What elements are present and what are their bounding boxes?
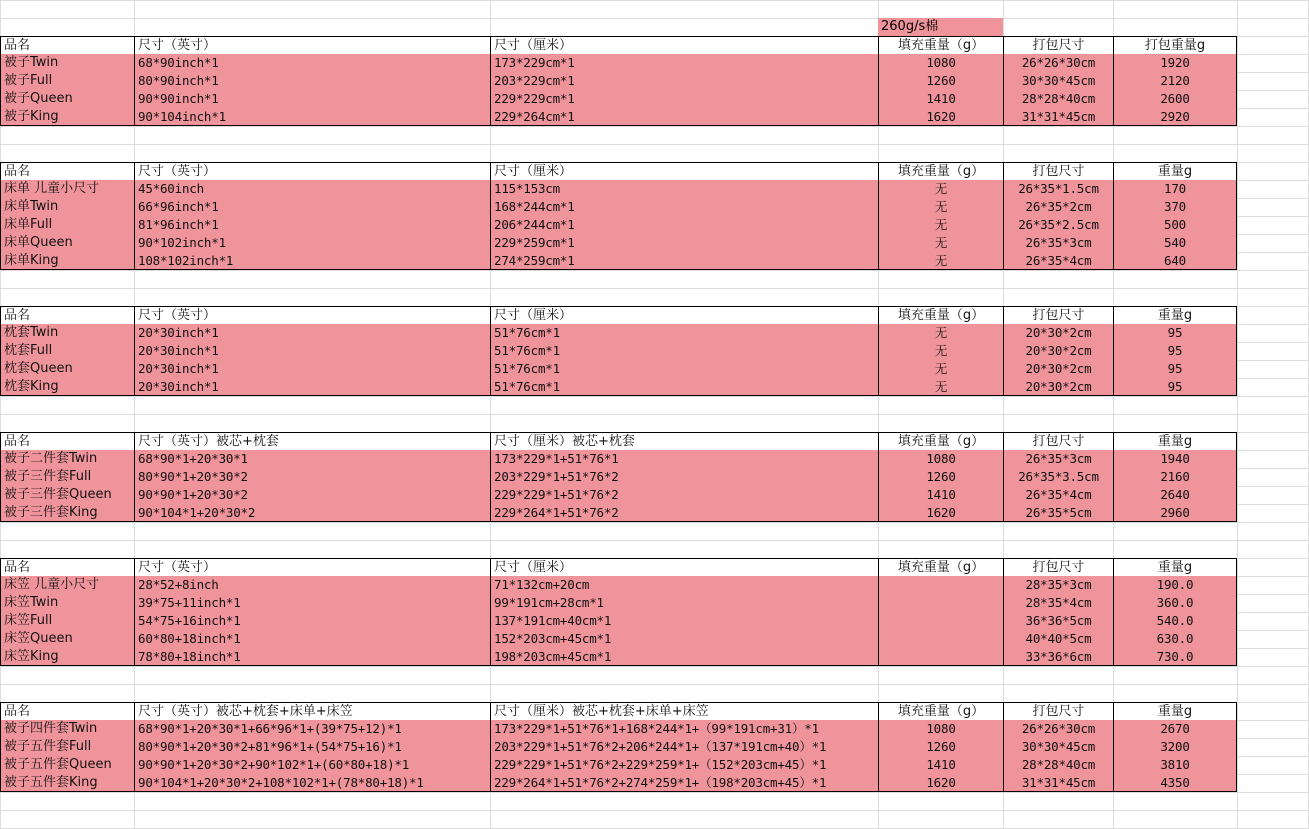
header-cell[interactable]: 品名 (0, 36, 134, 54)
table-cell[interactable]: 4350 (1113, 774, 1237, 792)
header-cell[interactable]: 尺寸（厘米） (490, 558, 878, 576)
table-cell[interactable]: 30*30*45cm (1003, 72, 1113, 90)
grid-row-line (0, 522, 1309, 523)
table-cell[interactable]: 20*30*2cm (1003, 360, 1113, 378)
table-cell[interactable]: 170 (1113, 180, 1237, 198)
table-cell[interactable]: 68*90*1+20*30*1 (134, 450, 490, 468)
table-cell[interactable]: 被子五件套Full (0, 738, 134, 756)
table-cell[interactable]: 540.0 (1113, 612, 1237, 630)
table-cell[interactable]: 173*229*1+51*76*1 (490, 450, 878, 468)
table-cell[interactable]: 枕套King (0, 378, 134, 396)
table-cell[interactable] (878, 648, 1003, 666)
table-cell[interactable]: 78*80+18inch*1 (134, 648, 490, 666)
table-cell[interactable]: 被子二件套Twin (0, 450, 134, 468)
header-cell[interactable]: 填充重量（g） (878, 36, 1003, 54)
header-cell[interactable]: 尺寸（英寸） (134, 558, 490, 576)
grid-row-line (0, 0, 1309, 1)
table-cell[interactable]: 26*26*30cm (1003, 54, 1113, 72)
table-cell[interactable]: 2670 (1113, 720, 1237, 738)
header-cell[interactable]: 打包尺寸 (1003, 306, 1113, 324)
header-cell[interactable]: 尺寸（厘米）被芯+枕套+床单+床笠 (490, 702, 878, 720)
table-cell[interactable] (878, 630, 1003, 648)
table-cell[interactable]: 33*36*6cm (1003, 648, 1113, 666)
table-cell[interactable]: 20*30*2cm (1003, 342, 1113, 360)
table-cell[interactable]: 床笠 儿童小尺寸 (0, 576, 134, 594)
table-cell[interactable]: 190.0 (1113, 576, 1237, 594)
table-cell[interactable]: 1620 (878, 504, 1003, 522)
table-cell[interactable]: 640 (1113, 252, 1237, 270)
table-cell[interactable]: 95 (1113, 360, 1237, 378)
table-cell[interactable]: 26*35*4cm (1003, 486, 1113, 504)
table-cell[interactable]: 80*90*1+20*30*2 (134, 468, 490, 486)
table-cell[interactable]: 80*90inch*1 (134, 72, 490, 90)
table-cell[interactable]: 被子三件套Full (0, 468, 134, 486)
table-cell[interactable]: 66*96inch*1 (134, 198, 490, 216)
table-cell[interactable]: 60*80+18inch*1 (134, 630, 490, 648)
table-cell[interactable]: 1080 (878, 450, 1003, 468)
table-cell[interactable]: 68*90inch*1 (134, 54, 490, 72)
table-cell[interactable]: 51*76cm*1 (490, 378, 878, 396)
header-cell[interactable]: 尺寸（厘米） (490, 306, 878, 324)
header-cell[interactable]: 尺寸（厘米） (490, 36, 878, 54)
table-cell[interactable]: 1260 (878, 738, 1003, 756)
table-cell[interactable]: 203*229*1+51*76*2 (490, 468, 878, 486)
table-cell[interactable]: 被子Full (0, 72, 134, 90)
table-cell[interactable]: 173*229*1+51*76*1+168*244*1+（99*191cm+31）*1 (490, 720, 878, 738)
table-cell[interactable]: 床单King (0, 252, 134, 270)
header-cell[interactable]: 填充重量（g） (878, 432, 1003, 450)
table-cell[interactable]: 30*30*45cm (1003, 738, 1113, 756)
table-cell[interactable]: 被子三件套King (0, 504, 134, 522)
grid-row-line (0, 270, 1309, 271)
table-cell[interactable]: 26*35*2cm (1003, 198, 1113, 216)
header-cell[interactable]: 打包尺寸 (1003, 702, 1113, 720)
table-cell[interactable]: 173*229cm*1 (490, 54, 878, 72)
table-cell[interactable]: 95 (1113, 324, 1237, 342)
table-cell[interactable]: 45*60inch (134, 180, 490, 198)
table-cell[interactable]: 31*31*45cm (1003, 108, 1113, 126)
table-cell[interactable]: 730.0 (1113, 648, 1237, 666)
grid-row-line (0, 396, 1309, 397)
grid-row-line (0, 666, 1309, 667)
header-cell[interactable]: 重量g (1113, 558, 1237, 576)
table-cell[interactable]: 28*28*40cm (1003, 756, 1113, 774)
table-cell[interactable]: 20*30inch*1 (134, 378, 490, 396)
table-cell[interactable]: 1620 (878, 774, 1003, 792)
table-cell[interactable]: 床单 儿童小尺寸 (0, 180, 134, 198)
table-cell[interactable]: 51*76cm*1 (490, 324, 878, 342)
table-cell[interactable]: 1410 (878, 756, 1003, 774)
table-cell[interactable]: 95 (1113, 378, 1237, 396)
table-cell[interactable]: 90*90*1+20*30*2+90*102*1+(60*80+18)*1 (134, 756, 490, 774)
table-cell[interactable]: 20*30*2cm (1003, 378, 1113, 396)
table-cell[interactable]: 540 (1113, 234, 1237, 252)
table-cell[interactable]: 26*35*3cm (1003, 234, 1113, 252)
table-cell[interactable]: 115*153cm (490, 180, 878, 198)
table-cell[interactable]: 71*132cm+20cm (490, 576, 878, 594)
grid-row-line (0, 684, 1309, 685)
header-cell[interactable]: 品名 (0, 702, 134, 720)
header-cell[interactable]: 打包尺寸 (1003, 36, 1113, 54)
header-cell[interactable]: 尺寸（厘米）被芯+枕套 (490, 432, 878, 450)
header-cell[interactable]: 重量g (1113, 432, 1237, 450)
header-cell[interactable]: 重量g (1113, 306, 1237, 324)
grid-row-line (0, 288, 1309, 289)
table-cell[interactable]: 床单Full (0, 216, 134, 234)
table-cell[interactable]: 无 (878, 360, 1003, 378)
table-cell[interactable] (878, 576, 1003, 594)
header-cell[interactable]: 打包尺寸 (1003, 432, 1113, 450)
table-cell[interactable]: 1410 (878, 486, 1003, 504)
header-cell[interactable]: 尺寸（厘米） (490, 162, 878, 180)
table-cell[interactable]: 36*36*5cm (1003, 612, 1113, 630)
grid-row-line (0, 540, 1309, 541)
table-cell[interactable]: 360.0 (1113, 594, 1237, 612)
grid-row-line (0, 414, 1309, 415)
table-cell[interactable]: 229*229*1+51*76*2 (490, 486, 878, 504)
table-cell[interactable]: 20*30inch*1 (134, 360, 490, 378)
table-cell[interactable]: 无 (878, 378, 1003, 396)
table-cell[interactable]: 54*75+16inch*1 (134, 612, 490, 630)
table-cell[interactable]: 26*35*3.5cm (1003, 468, 1113, 486)
table-cell[interactable]: 1620 (878, 108, 1003, 126)
table-cell[interactable]: 229*264*1+51*76*2 (490, 504, 878, 522)
table-cell[interactable]: 枕套Twin (0, 324, 134, 342)
header-cell[interactable]: 尺寸（英寸）被芯+枕套 (134, 432, 490, 450)
table-cell[interactable]: 206*244cm*1 (490, 216, 878, 234)
table-cell[interactable] (878, 612, 1003, 630)
table-cell[interactable]: 床笠King (0, 648, 134, 666)
table-cell[interactable]: 51*76cm*1 (490, 360, 878, 378)
table-cell[interactable]: 1080 (878, 720, 1003, 738)
table-cell[interactable]: 630.0 (1113, 630, 1237, 648)
table-cell[interactable]: 90*104*1+20*30*2+108*102*1+(78*80+18)*1 (134, 774, 490, 792)
table-cell[interactable]: 被子Twin (0, 54, 134, 72)
table-cell[interactable]: 229*229*1+51*76*2+229*259*1+（152*203cm+45）*1 (490, 756, 878, 774)
table-cell[interactable]: 40*40*5cm (1003, 630, 1113, 648)
table-cell[interactable]: 无 (878, 342, 1003, 360)
table-cell[interactable]: 1410 (878, 90, 1003, 108)
table-cell[interactable]: 1080 (878, 54, 1003, 72)
table-cell[interactable]: 1260 (878, 72, 1003, 90)
table-cell[interactable]: 229*229cm*1 (490, 90, 878, 108)
header-cell[interactable]: 品名 (0, 306, 134, 324)
table-cell[interactable]: 被子四件套Twin (0, 720, 134, 738)
table-cell[interactable]: 3810 (1113, 756, 1237, 774)
table-cell[interactable]: 20*30inch*1 (134, 342, 490, 360)
table-cell[interactable]: 28*35*4cm (1003, 594, 1113, 612)
table-cell[interactable]: 90*104*1+20*30*2 (134, 504, 490, 522)
grid-row-line (0, 126, 1309, 127)
table-cell[interactable]: 28*35*3cm (1003, 576, 1113, 594)
table-cell[interactable]: 被子King (0, 108, 134, 126)
table-cell[interactable]: 28*52+8inch (134, 576, 490, 594)
table-cell[interactable]: 无 (878, 198, 1003, 216)
table-cell[interactable]: 被子三件套Queen (0, 486, 134, 504)
table-cell[interactable]: 31*31*45cm (1003, 774, 1113, 792)
table-cell[interactable]: 2960 (1113, 504, 1237, 522)
table-cell[interactable]: 51*76cm*1 (490, 342, 878, 360)
table-cell[interactable]: 无 (878, 180, 1003, 198)
table-cell[interactable]: 90*90*1+20*30*2 (134, 486, 490, 504)
table-cell[interactable]: 2920 (1113, 108, 1237, 126)
header-cell[interactable]: 尺寸（英寸） (134, 162, 490, 180)
header-cell[interactable]: 填充重量（g） (878, 702, 1003, 720)
table-cell[interactable]: 90*90inch*1 (134, 90, 490, 108)
table-cell[interactable]: 108*102inch*1 (134, 252, 490, 270)
table-cell[interactable]: 20*30*2cm (1003, 324, 1113, 342)
grid-row-line (0, 810, 1309, 811)
header-cell[interactable]: 品名 (0, 162, 134, 180)
table-cell[interactable]: 203*229*1+51*76*2+206*244*1+（137*191cm+40）*1 (490, 738, 878, 756)
table-cell[interactable]: 168*244cm*1 (490, 198, 878, 216)
header-cell[interactable]: 打包尺寸 (1003, 558, 1113, 576)
table-cell[interactable]: 80*90*1+20*30*2+81*96*1+(54*75+16)*1 (134, 738, 490, 756)
table-cell[interactable]: 26*35*5cm (1003, 504, 1113, 522)
table-cell[interactable]: 90*104inch*1 (134, 108, 490, 126)
table-cell[interactable]: 99*191cm+28cm*1 (490, 594, 878, 612)
header-cell[interactable]: 打包重量g (1113, 36, 1237, 54)
header-cell[interactable]: 品名 (0, 558, 134, 576)
table-cell[interactable]: 26*26*30cm (1003, 720, 1113, 738)
table-cell[interactable]: 26*35*4cm (1003, 252, 1113, 270)
table-cell[interactable]: 被子五件套Queen (0, 756, 134, 774)
table-cell[interactable]: 152*203cm+45cm*1 (490, 630, 878, 648)
table-cell[interactable]: 370 (1113, 198, 1237, 216)
table-cell[interactable]: 20*30inch*1 (134, 324, 490, 342)
header-cell[interactable]: 打包尺寸 (1003, 162, 1113, 180)
table-cell[interactable]: 无 (878, 252, 1003, 270)
header-cell[interactable]: 尺寸（英寸）被芯+枕套+床单+床笠 (134, 702, 490, 720)
table-cell[interactable]: 203*229cm*1 (490, 72, 878, 90)
table-cell[interactable]: 81*96inch*1 (134, 216, 490, 234)
table-cell[interactable] (878, 594, 1003, 612)
table-cell[interactable]: 229*264cm*1 (490, 108, 878, 126)
header-cell[interactable]: 尺寸（英寸） (134, 306, 490, 324)
table-cell[interactable]: 28*28*40cm (1003, 90, 1113, 108)
table-cell[interactable]: 无 (878, 216, 1003, 234)
table-cell[interactable]: 床笠Twin (0, 594, 134, 612)
table-cell[interactable]: 枕套Full (0, 342, 134, 360)
table-cell[interactable]: 无 (878, 234, 1003, 252)
table-cell[interactable]: 274*259cm*1 (490, 252, 878, 270)
table-cell[interactable]: 198*203cm+45cm*1 (490, 648, 878, 666)
table-cell[interactable]: 床笠Full (0, 612, 134, 630)
header-cell[interactable]: 填充重量（g） (878, 162, 1003, 180)
table-cell[interactable]: 39*75+11inch*1 (134, 594, 490, 612)
table-cell[interactable]: 26*35*2.5cm (1003, 216, 1113, 234)
table-cell[interactable]: 2160 (1113, 468, 1237, 486)
header-cell[interactable]: 重量g (1113, 702, 1237, 720)
table-cell[interactable]: 被子五件套King (0, 774, 134, 792)
table-cell[interactable]: 被子Queen (0, 90, 134, 108)
header-cell[interactable]: 填充重量（g） (878, 558, 1003, 576)
table-cell[interactable]: 500 (1113, 216, 1237, 234)
table-cell[interactable]: 26*35*3cm (1003, 450, 1113, 468)
table-cell[interactable]: 229*259cm*1 (490, 234, 878, 252)
header-cell[interactable]: 品名 (0, 432, 134, 450)
grid-row-line (0, 792, 1309, 793)
header-cell[interactable]: 尺寸（英寸） (134, 36, 490, 54)
table-cell[interactable]: 229*264*1+51*76*2+274*259*1+（198*203cm+45）*1 (490, 774, 878, 792)
note-cell[interactable]: 260g/s棉 (878, 18, 1003, 36)
table-cell[interactable]: 1940 (1113, 450, 1237, 468)
table-cell[interactable]: 26*35*1.5cm (1003, 180, 1113, 198)
table-cell[interactable]: 68*90*1+20*30*1+66*96*1+(39*75+12)*1 (134, 720, 490, 738)
header-cell[interactable]: 填充重量（g） (878, 306, 1003, 324)
table-cell[interactable]: 2640 (1113, 486, 1237, 504)
table-cell[interactable]: 1920 (1113, 54, 1237, 72)
table-cell[interactable]: 1260 (878, 468, 1003, 486)
table-cell[interactable]: 2120 (1113, 72, 1237, 90)
table-cell[interactable]: 2600 (1113, 90, 1237, 108)
grid-row-line (0, 144, 1309, 145)
table-cell[interactable]: 床单Queen (0, 234, 134, 252)
table-cell[interactable]: 床单Twin (0, 198, 134, 216)
table-cell[interactable]: 95 (1113, 342, 1237, 360)
table-cell[interactable]: 无 (878, 324, 1003, 342)
table-cell[interactable]: 枕套Queen (0, 360, 134, 378)
table-cell[interactable]: 137*191cm+40cm*1 (490, 612, 878, 630)
table-cell[interactable]: 床笠Queen (0, 630, 134, 648)
table-cell[interactable]: 90*102inch*1 (134, 234, 490, 252)
grid-row-line (0, 18, 1309, 19)
table-cell[interactable]: 3200 (1113, 738, 1237, 756)
header-cell[interactable]: 重量g (1113, 162, 1237, 180)
